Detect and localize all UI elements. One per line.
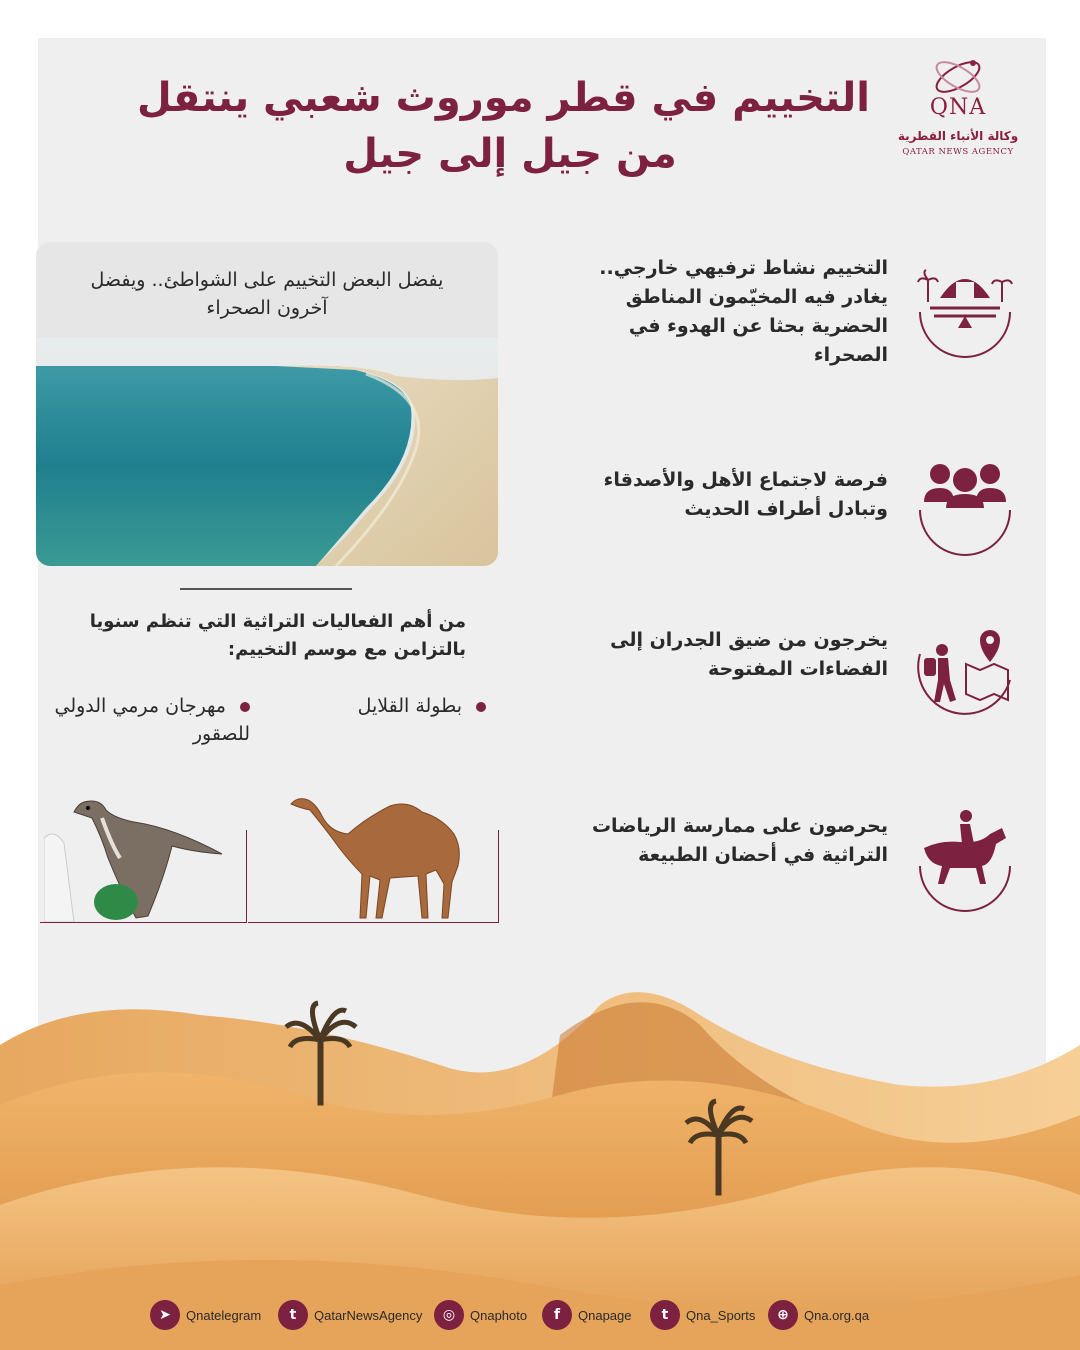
- beach-photo: [36, 338, 498, 566]
- qna-logo: [893, 55, 1023, 165]
- logo-english: QATAR NEWS AGENCY: [902, 147, 1014, 157]
- globe-icon: ⊕: [768, 1300, 798, 1330]
- social-instagram[interactable]: [434, 1300, 527, 1330]
- social-label: Qna.org.qa: [804, 1307, 870, 1323]
- social-label: Qnaphoto: [470, 1307, 528, 1323]
- people-group-icon: [910, 450, 1020, 560]
- facebook-icon: f: [542, 1300, 572, 1330]
- beach-card: [36, 242, 498, 566]
- event-label: مهرجان مرمي الدولي للصقور: [54, 695, 250, 745]
- social-label: Qnapage: [578, 1307, 632, 1323]
- social-label: Qna_Sports: [686, 1307, 756, 1323]
- social-website[interactable]: [768, 1300, 869, 1330]
- telegram-icon: ➤: [150, 1300, 180, 1330]
- feature-text-4: يحرصون على ممارسة الرياضات التراثية في أحضان الطبيعة: [591, 815, 888, 866]
- logo-arabic: وكالة الأنباء القطرية: [897, 129, 1019, 143]
- title-line-2: من جيل إلى جيل: [343, 131, 677, 177]
- desert-dunes-image: [0, 985, 1080, 1350]
- tent-oasis-icon: [910, 258, 1020, 368]
- event-label: بطولة القلايل: [357, 695, 462, 717]
- events-intro: من أهم الفعاليات التراثية التي تنظم سنويا بالتزامن مع موسم التخييم:: [89, 611, 466, 660]
- section-divider: [180, 588, 352, 590]
- social-twitter-sports[interactable]: [650, 1300, 755, 1330]
- feature-text-1: التخييم نشاط ترفيهي خارجي.. يغادر فيه المخيّمون المناطق الحضرية بحثا عن الهدوء في الصحراء: [599, 257, 888, 366]
- social-facebook[interactable]: [542, 1300, 632, 1330]
- social-twitter[interactable]: [278, 1300, 422, 1330]
- instagram-icon: ◎: [434, 1300, 464, 1330]
- social-label: Qnatelegram: [186, 1307, 262, 1323]
- camel-image: [286, 788, 486, 920]
- bullet-dot-icon: [476, 702, 486, 712]
- hiker-map-icon: [910, 624, 1020, 734]
- falcon-image: [44, 798, 224, 922]
- qna-emblem-icon: [929, 55, 987, 99]
- social-telegram[interactable]: [150, 1300, 261, 1330]
- twitter-icon: t: [650, 1300, 680, 1330]
- twitter-icon: t: [278, 1300, 308, 1330]
- horse-rider-icon: [910, 804, 1020, 914]
- title-line-1: التخييم في قطر موروث شعبي ينتقل: [136, 75, 870, 121]
- bullet-dot-icon: [240, 702, 250, 712]
- page-title: [136, 70, 870, 182]
- feature-text-2: فرصة لاجتماع الأهل والأصدقاء وتبادل أطراف الحديث: [603, 469, 888, 520]
- feature-text-3: يخرجون من ضيق الجدران إلى الفضاءات المفتوحة: [610, 629, 888, 680]
- social-label: QatarNewsAgency: [314, 1307, 423, 1323]
- card-caption: يفضل البعض التخييم على الشواطئ.. ويفضل آخرون الصحراء: [90, 269, 444, 319]
- event-item-1: [300, 692, 486, 720]
- logo-abbr: QNA: [929, 95, 987, 120]
- event-item-2: [40, 692, 250, 748]
